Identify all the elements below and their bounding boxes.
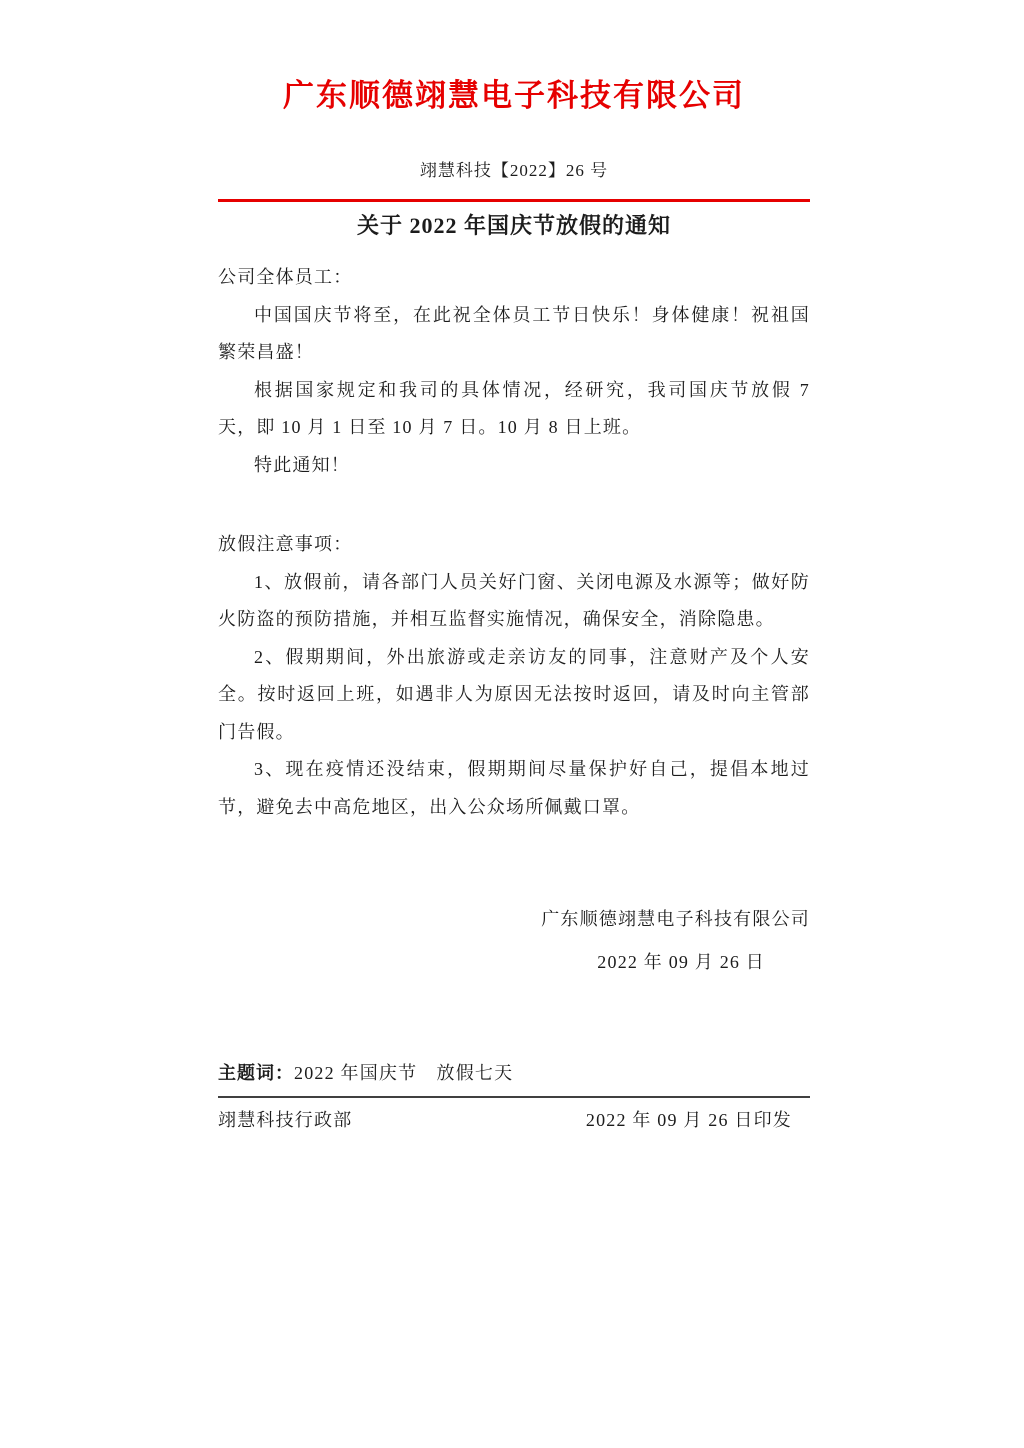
keywords-row xyxy=(218,1060,810,1086)
signature-date: 2022 年 09 月 26 日 xyxy=(597,951,765,972)
notice-item-1: 1、放假前，请各部门人员关好门窗、关闭电源及水源等；做好防火防盗的预防措施，并相互监督实施情况，确保安全，消除隐患。 xyxy=(218,571,810,629)
notice-item-2: 2、假期期间，外出旅游或走亲访友的同事，注意财产及个人安全。按时返回上班，如遇非人为原因无法按时返回，请及时向主管部门告假。 xyxy=(218,646,810,742)
signature-block xyxy=(218,901,810,981)
red-separator-rule xyxy=(218,199,810,202)
document-number: 翊慧科技【2022】26 号 xyxy=(419,161,609,180)
paragraph-hereby-notified: 特此通知！ xyxy=(254,454,350,475)
footer-print-date: 2022 年 09 月 26 日印发 xyxy=(585,1110,792,1130)
footer-issuing-department: 翊慧科技行政部 xyxy=(218,1110,353,1130)
company-letterhead-title: 广东顺德翊慧电子科技有限公司 xyxy=(283,78,745,113)
notice-item-3: 3、现在疫情还没结束，假期期间尽量保护好自己，提倡本地过节，避免去中高危地区，出入公众场所佩戴口罩。 xyxy=(218,759,810,817)
paragraph-holiday-arrangement: 根据国家规定和我司的具体情况，经研究，我司国庆节放假 7 天，即 10 月 1 日至 10 月 7 日。10 月 8 日上班。 xyxy=(218,379,810,437)
document-page xyxy=(218,0,810,1133)
footer-row xyxy=(218,1107,810,1133)
keywords-separator-rule xyxy=(218,1096,810,1098)
salutation: 公司全体员工： xyxy=(218,267,353,287)
paragraph-greeting: 中国国庆节将至，在此祝全体员工节日快乐！身体健康！祝祖国繁荣昌盛！ xyxy=(218,304,810,362)
notice-title: 关于 2022 年国庆节放假的通知 xyxy=(356,213,671,238)
keywords-value: 2022 年国庆节 放假七天 xyxy=(294,1063,514,1083)
keywords-label: 主题词： xyxy=(218,1063,294,1083)
notice-items-heading: 放假注意事项： xyxy=(218,534,353,554)
signature-company-name: 广东顺德翊慧电子科技有限公司 xyxy=(541,909,810,929)
